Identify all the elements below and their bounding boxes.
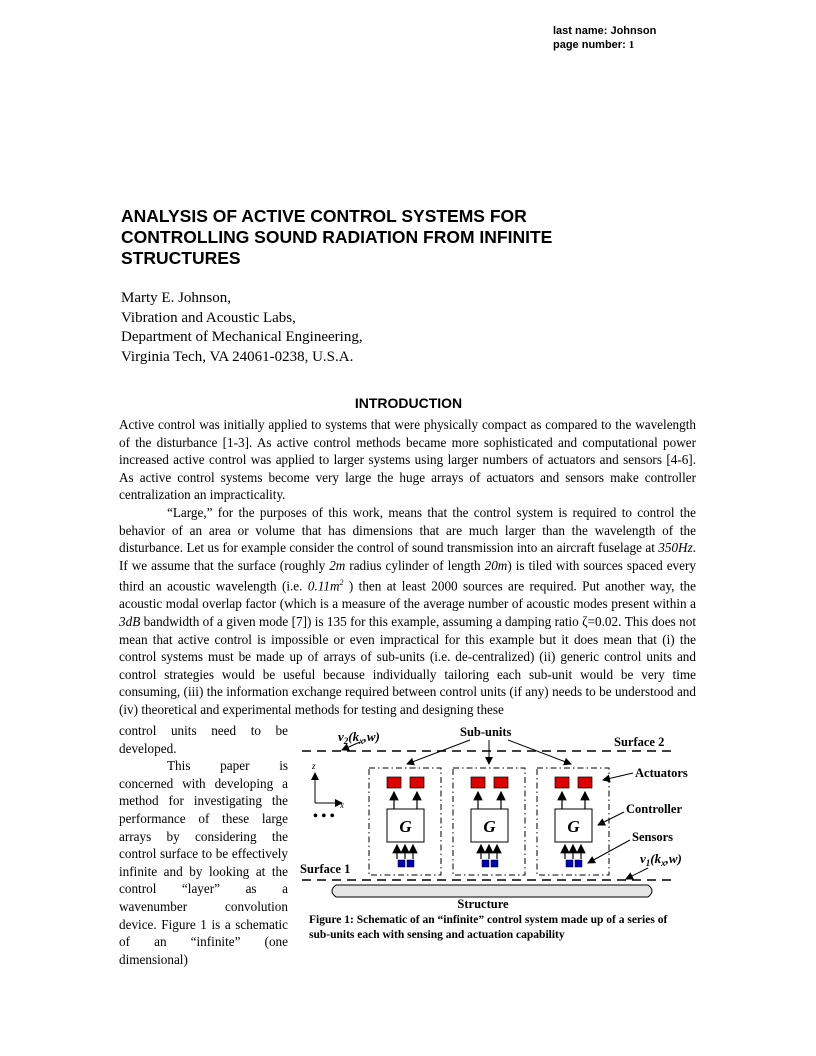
sub-units-label: Sub-units bbox=[460, 725, 512, 739]
header-page-number-value: 1 bbox=[628, 39, 635, 51]
paper-title: ANALYSIS OF ACTIVE CONTROL SYSTEMS FOR CONTROLLING SOUND RADIATION FROM INFINITE STRUCTURES bbox=[121, 206, 553, 268]
structure-bar bbox=[332, 885, 652, 897]
sub-unit-3 bbox=[537, 768, 609, 875]
controller-g-label: G bbox=[483, 817, 496, 836]
sensor bbox=[566, 860, 573, 867]
actuators-label: Actuators bbox=[635, 766, 688, 780]
axis-x-label: x bbox=[340, 800, 344, 810]
section-heading: INTRODUCTION bbox=[354, 395, 463, 411]
author-name: Marty E. Johnson, bbox=[121, 290, 231, 306]
sub-unit-2 bbox=[453, 768, 525, 875]
control-system-schematic bbox=[296, 722, 696, 922]
paragraph-1: Active control was initially applied to systems that were physically compact as compared to the wavelength of the disturbance [1-3]. As active control methods became more sophisticated and computational power increased active control was applied to larger systems using larger numbers of actuators and sensors [4-6]. As active control systems become very large the huge arrays of actuators and sensors make controller centralization an impracticality. bbox=[119, 417, 696, 503]
actuator bbox=[555, 777, 569, 788]
header-last-name: last name: Johnson bbox=[553, 25, 657, 37]
paragraph-3: This paper is concerned with developing a method for investigating the performance of these large arrays by considering the control surface to be effectively infinite and by looking at the control “layer” as a wavenumber convolution device. Figure 1 is a schematic of an “infinite” (one dimensional) bbox=[119, 758, 288, 967]
axis-z-label: z bbox=[312, 761, 316, 771]
department-name: Department of Mechanical Engineering, bbox=[121, 329, 363, 345]
header-page-number-label: page number: bbox=[553, 39, 626, 51]
axis-icon bbox=[311, 761, 344, 810]
sensors-label: Sensors bbox=[632, 830, 673, 844]
page-header bbox=[553, 24, 656, 52]
lab-name: Vibration and Acoustic Labs, bbox=[121, 309, 296, 326]
controller-label: Controller bbox=[626, 802, 683, 816]
paragraph-2: “Large,” for the purposes of this work, means that the control system is required to control the behavior of an area or volume that has dimensions that are much larger than the wavelength of the disturbance. Let us for example consider the control of sound transmission into an aircraft fuselage at 350Hz. If we assume that the surface (roughly 2m radius cylinder of length 20m) is tiled with sources spaced every third an acoustic wavelength (i.e. $0.11m^2$ ) then at least 2000 sources are required. Put another way, the acoustic modal overlap factor (which is a measure of the average number of acoustic modes present within a 3dB bandwidth of a given mode [7]) is 135 for this example, assuming a damping ratio ζ=0.02. This does not mean that active control is impossible or even impractical for this example but it does mean that (i) the control systems must be made up of arrays of sub-units (i.e. de-centralized) (ii) generic control units and control strategies would be useful because individually tailoring each sub-unit would be very time consuming, (iii) the information exchange required between control units (if any) needs to be understood and (iv) theoretical and experimental methods for testing and designing these bbox=[119, 504, 696, 717]
sensor bbox=[407, 860, 414, 867]
figure-caption: Figure 1: Schematic of an “infinite” control system made up of a series of sub-units each with sensing and actuation capability bbox=[309, 914, 668, 941]
controller-g-label: G bbox=[399, 817, 412, 836]
body-text bbox=[119, 416, 696, 718]
sensor bbox=[482, 860, 489, 867]
actuator bbox=[494, 777, 508, 788]
header-page-number bbox=[553, 38, 656, 52]
sensor bbox=[398, 860, 405, 867]
surface-2-label: Surface 2 bbox=[614, 735, 665, 749]
v2-label: $v_2(k_x,w)$ bbox=[338, 729, 380, 746]
sensor bbox=[575, 860, 582, 867]
actuator bbox=[387, 777, 401, 788]
v1-label: $v_1(k_x,w)$ bbox=[640, 851, 682, 868]
actuator bbox=[410, 777, 424, 788]
controller-g-label: G bbox=[567, 817, 580, 836]
continuation-dots: • • • bbox=[313, 809, 335, 824]
figure-1 bbox=[296, 722, 696, 922]
sub-unit-1 bbox=[369, 768, 441, 875]
actuator bbox=[578, 777, 592, 788]
surface-1-label: Surface 1 bbox=[300, 862, 351, 876]
left-column-text bbox=[119, 722, 288, 968]
actuator bbox=[471, 777, 485, 788]
paragraph-2-end: control units need to be developed. bbox=[119, 723, 288, 756]
author-affiliation bbox=[121, 289, 363, 367]
structure-label: Structure bbox=[457, 897, 509, 911]
university-address: Virginia Tech, VA 24061-0238, U.S.A. bbox=[121, 348, 354, 365]
sensor bbox=[491, 860, 498, 867]
